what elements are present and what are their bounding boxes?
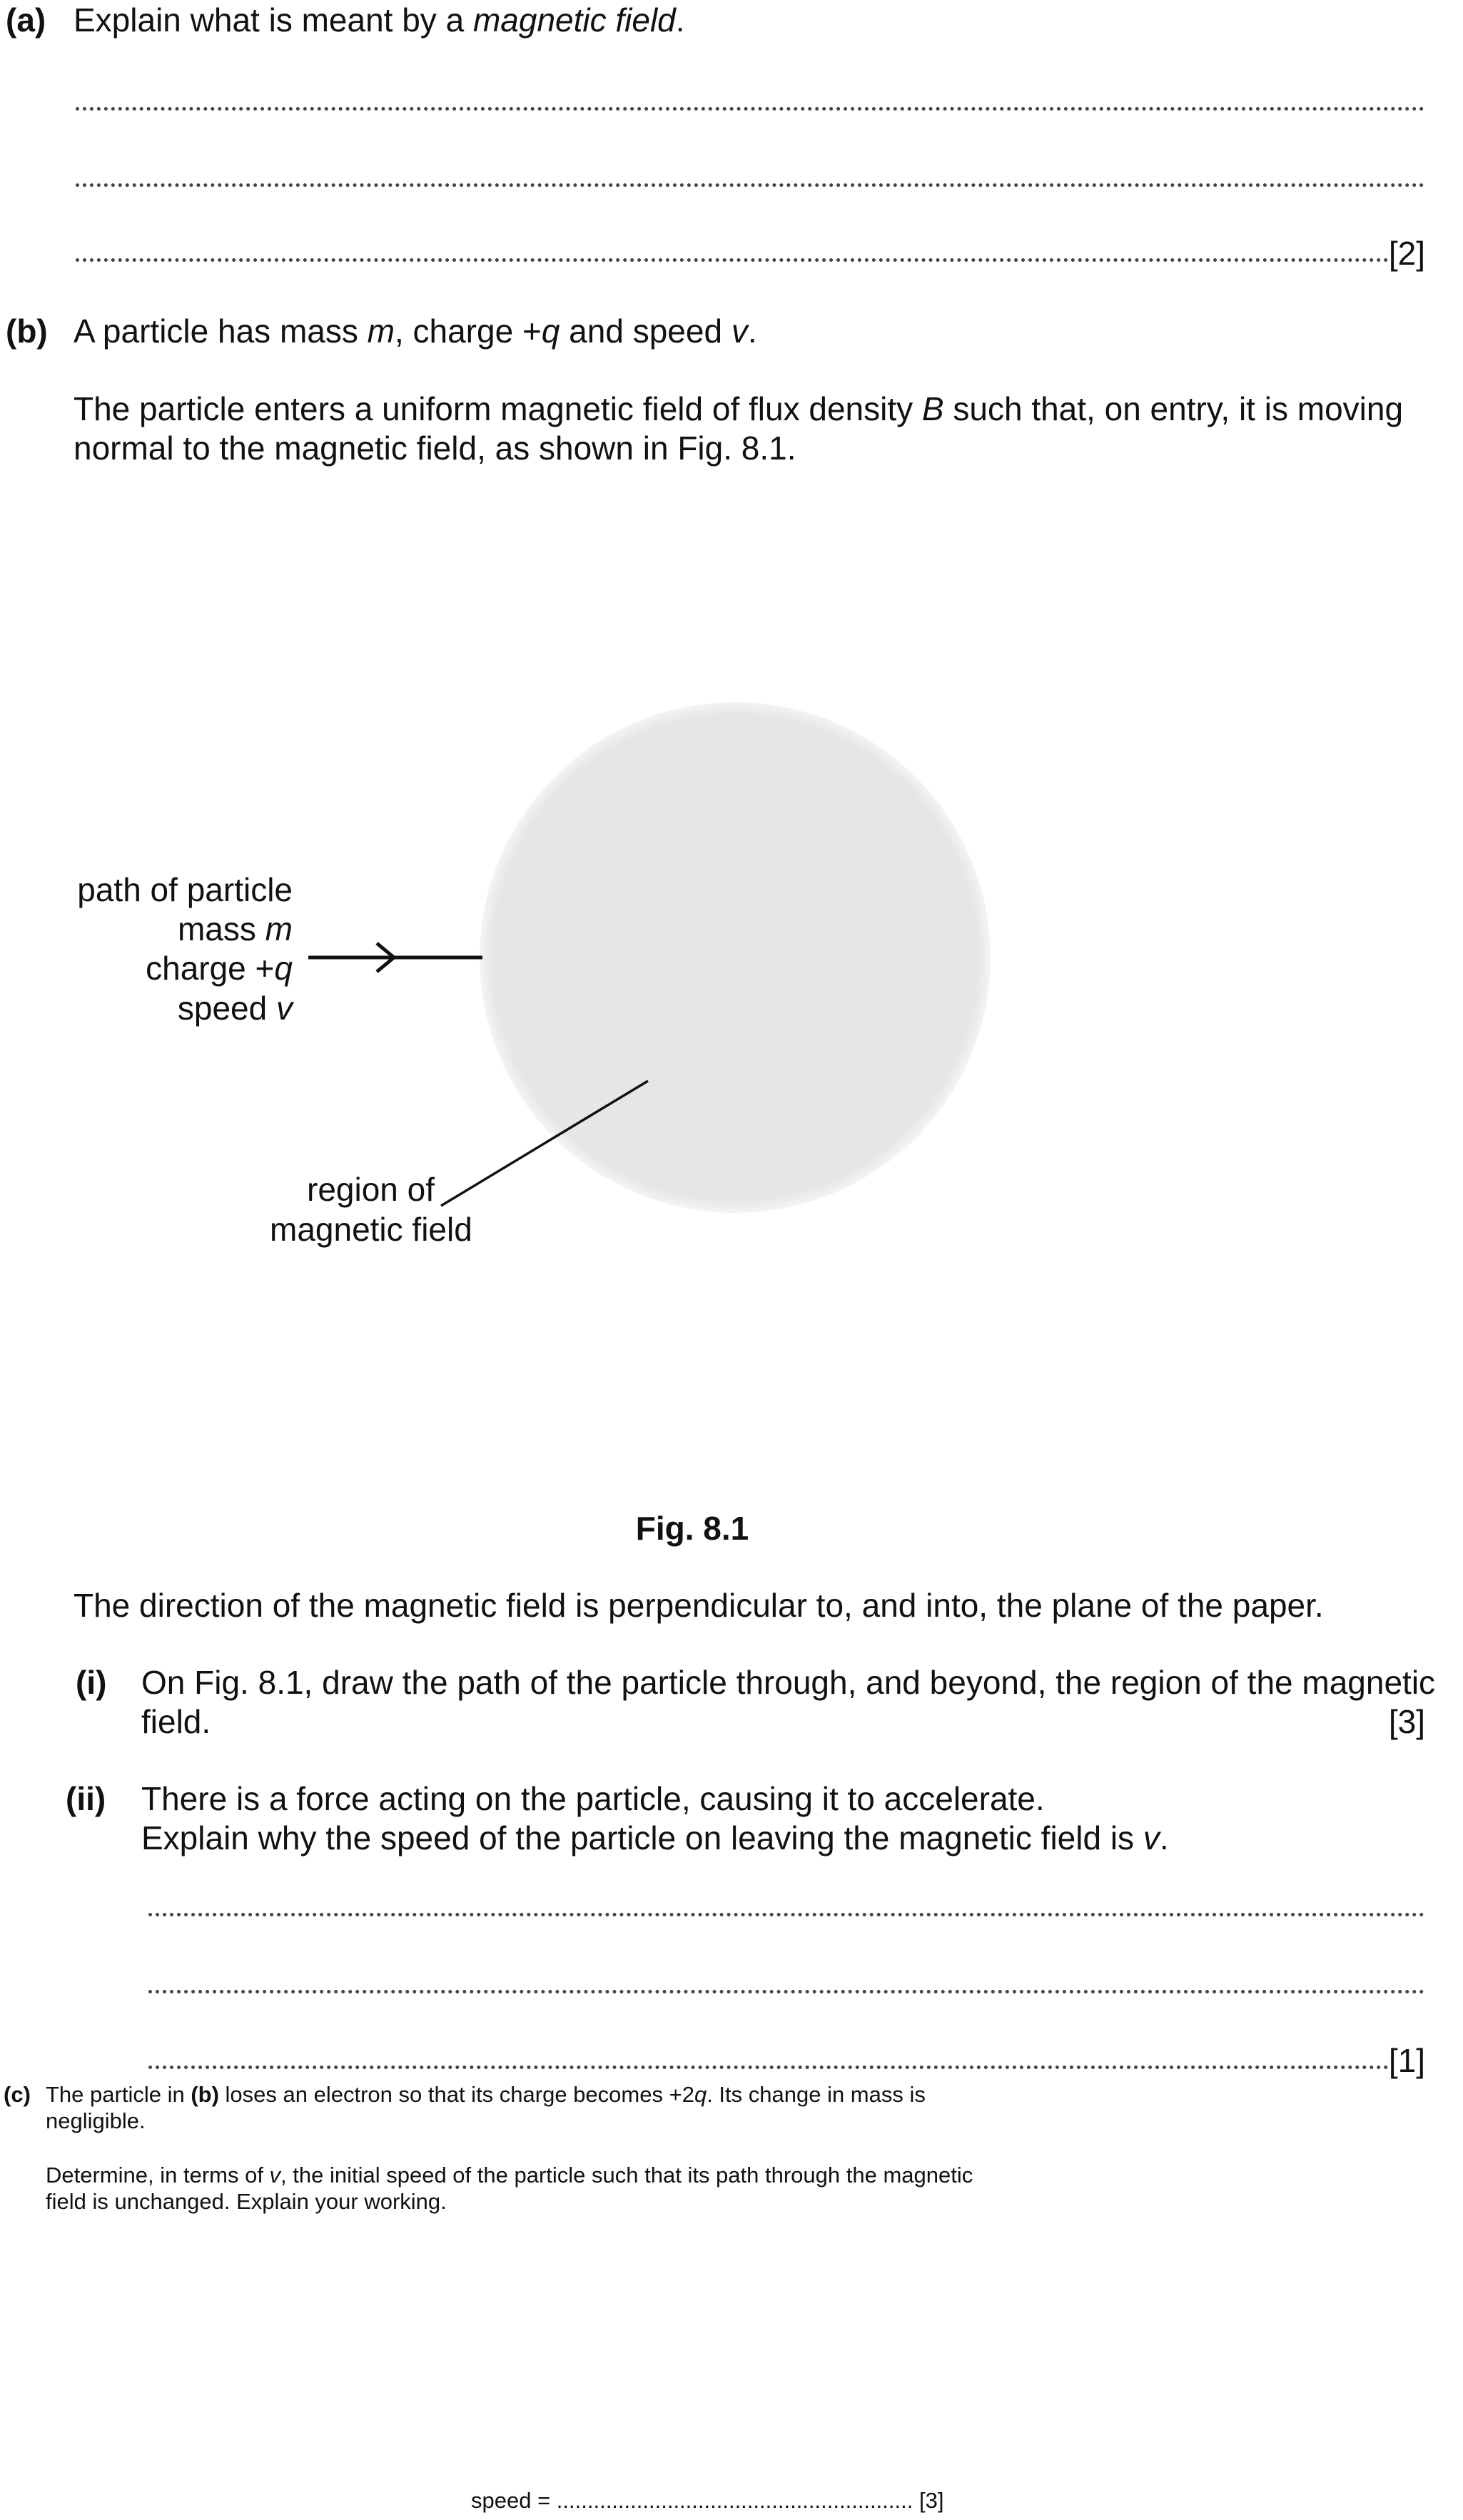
- part-a-label: (a): [6, 1, 46, 39]
- answer-line-a-1[interactable]: [76, 107, 1424, 111]
- marks-c-value: [3]: [918, 2488, 944, 2513]
- part-c-label: (c): [4, 2082, 31, 2107]
- part-c-line3: Determine, in terms of v, the initial speed of the particle such that its path through the magnetic: [46, 2163, 973, 2188]
- answer-line-b-ii-3[interactable]: [148, 2066, 1389, 2069]
- part-b-para-line1: The particle enters a uniform magnetic field of flux density B such that, on entry, it is moving: [74, 390, 1404, 427]
- part-b-intro: A particle has mass m, charge +q and speed v.: [74, 313, 757, 350]
- answer-line-b-ii-1[interactable]: [148, 1913, 1424, 1916]
- path-label-line1: path of particle: [77, 871, 293, 908]
- figure-caption: Fig. 8.1: [635, 1510, 749, 1547]
- sub-i-line2: field.: [141, 1703, 211, 1740]
- part-a-question: Explain what is meant by a magnetic field.: [74, 1, 685, 39]
- path-label-line4: speed v: [177, 990, 293, 1027]
- answer-line-b-ii-2[interactable]: [148, 1990, 1424, 1993]
- speed-answer-label: speed =: [471, 2488, 557, 2513]
- part-b-label: (b): [6, 313, 48, 350]
- figure-8-1: [0, 642, 1463, 1356]
- field-direction-text: The direction of the magnetic field is perpendicular to, and into, the plane of the paper.: [74, 1587, 1324, 1624]
- region-label-line2: magnetic field: [270, 1211, 472, 1248]
- marks-b-i: [3]: [1388, 1703, 1425, 1740]
- region-label-line1: region of: [307, 1171, 435, 1208]
- speed-answer-field[interactable]: ..........................................................: [556, 2488, 913, 2513]
- marks-b-ii: [1]: [1388, 2042, 1425, 2079]
- sub-ii-label: (ii): [66, 1780, 106, 1817]
- sub-ii-line2: Explain why the speed of the particle on leaving the magnetic field is v.: [141, 1819, 1169, 1856]
- answer-line-a-3[interactable]: [76, 258, 1389, 262]
- path-label-line2: mass m: [177, 910, 293, 947]
- sub-i-line1: On Fig. 8.1, draw the path of the particle through, and beyond, the region of the magnetic: [141, 1664, 1436, 1701]
- part-c-line4: field is unchanged. Explain your working.: [46, 2189, 447, 2214]
- marks-c: [913, 2488, 919, 2513]
- speed-answer-row: [471, 2487, 943, 2514]
- part-c-line1: The particle in (b) loses an electron so that its charge becomes +2q. Its change in mass is: [46, 2082, 926, 2107]
- sub-i-label: (i): [76, 1664, 107, 1701]
- path-label-line3: charge +q: [146, 950, 293, 987]
- part-b-para-line2: normal to the magnetic field, as shown in Fig. 8.1.: [74, 430, 796, 467]
- sub-ii-line1: There is a force acting on the particle, causing it to accelerate.: [141, 1780, 1045, 1817]
- part-c-line2: negligible.: [46, 2108, 146, 2133]
- answer-line-a-2[interactable]: [76, 183, 1424, 187]
- marks-a: [2]: [1388, 235, 1425, 272]
